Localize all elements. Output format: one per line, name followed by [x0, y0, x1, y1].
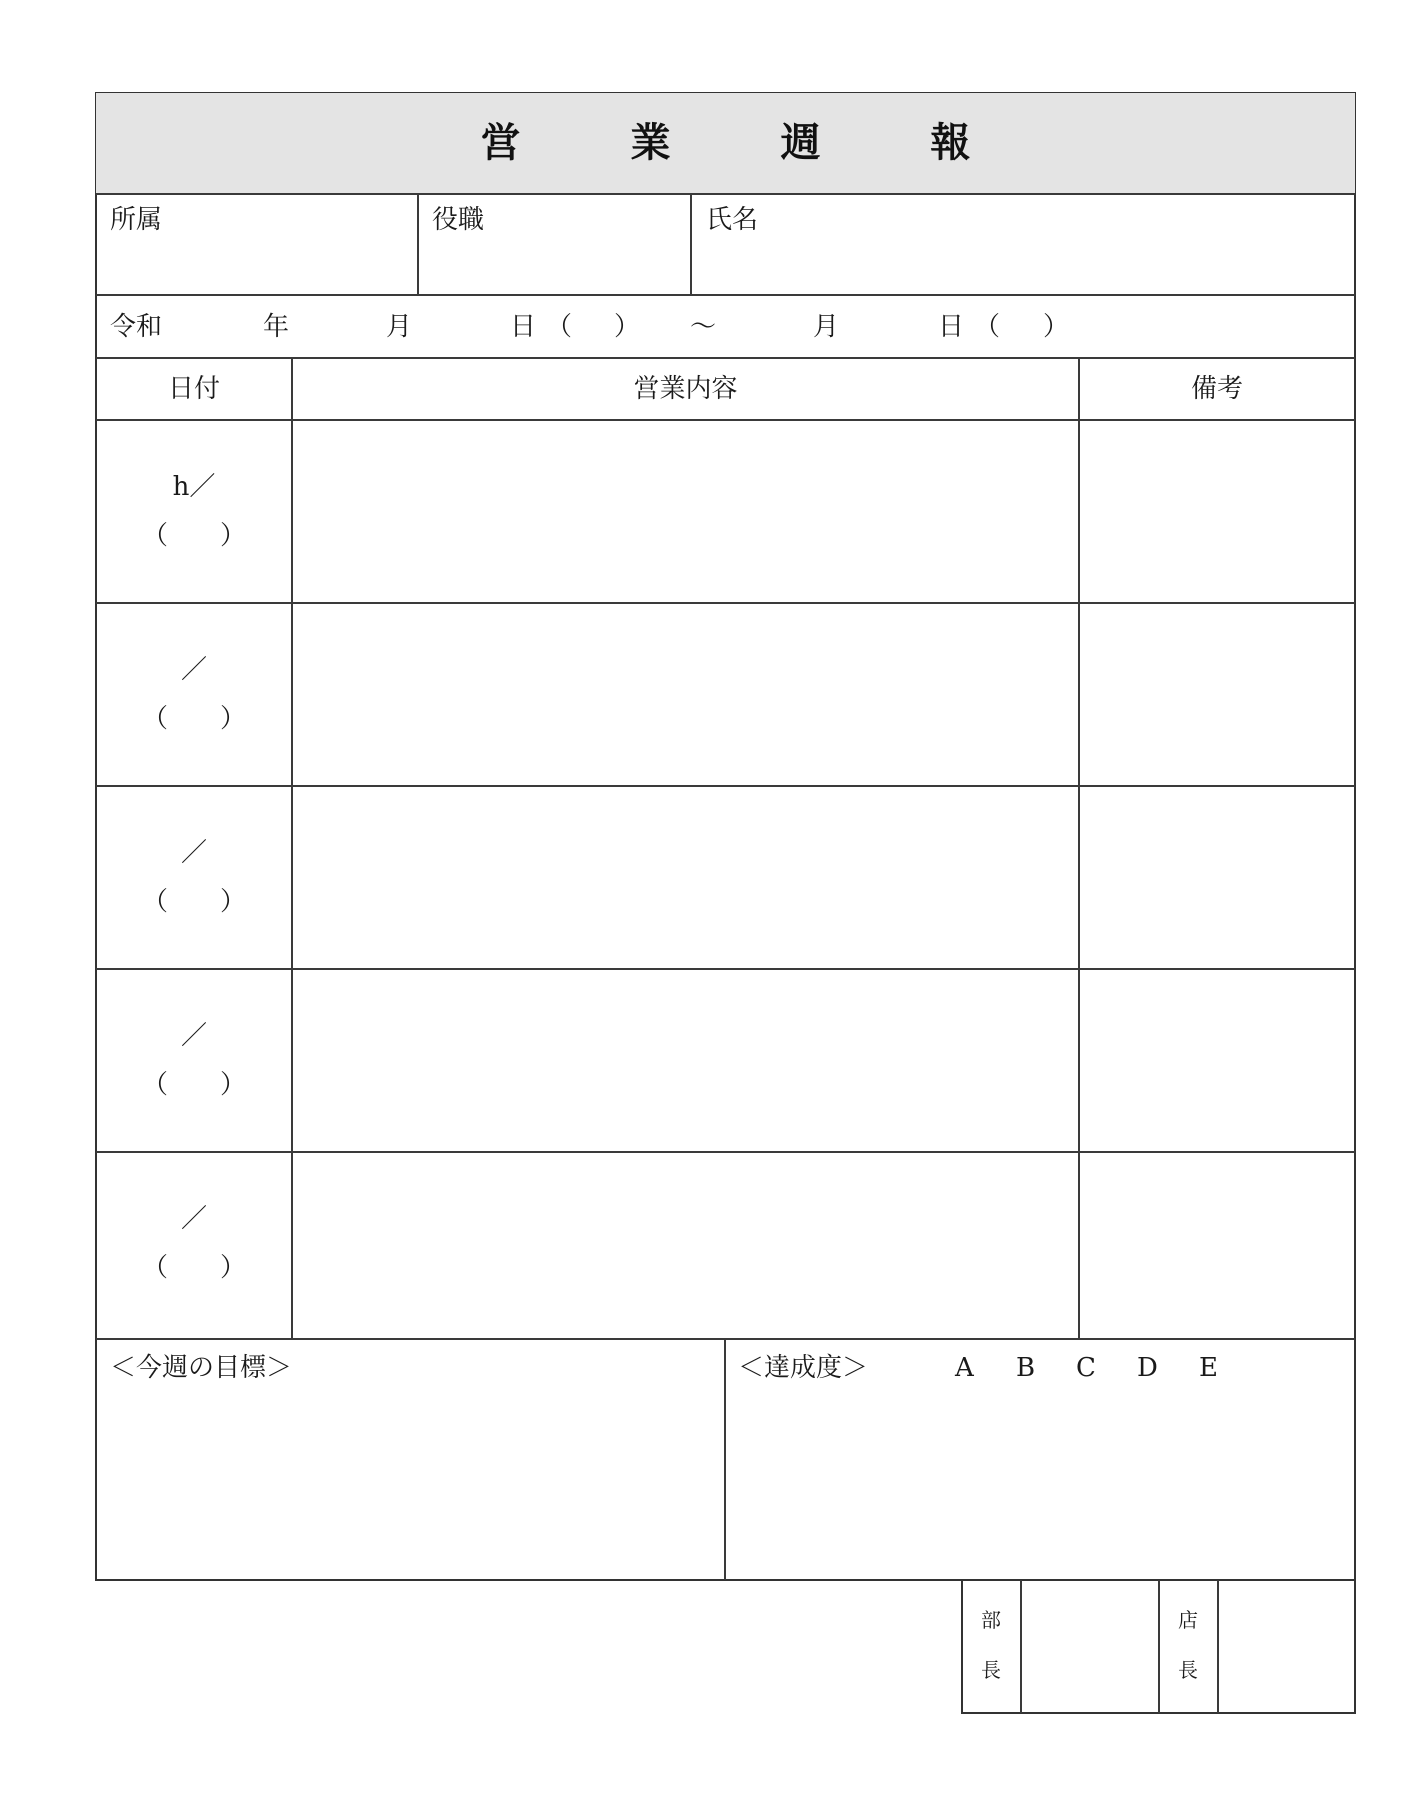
- range-tilde: ～: [690, 312, 717, 342]
- store-manager-label-1: 店: [1178, 1608, 1198, 1632]
- row-weekday: （ ）: [141, 704, 246, 734]
- row-remarks-field[interactable]: [1080, 604, 1354, 785]
- row-content-field[interactable]: [293, 604, 1078, 785]
- row-date: ／: [180, 1204, 207, 1234]
- header-content: 営業内容: [633, 374, 738, 404]
- weekday-open-start: （: [546, 312, 573, 342]
- manager-label-2: 長: [981, 1658, 1001, 1682]
- day-label-end: 日: [938, 312, 965, 342]
- divider: [1158, 1580, 1160, 1713]
- affiliation-label: 所属: [110, 205, 163, 235]
- row-weekday: （ ）: [141, 1253, 246, 1283]
- row-content-field[interactable]: [293, 970, 1078, 1151]
- row-remarks-field[interactable]: [1080, 787, 1354, 968]
- row-date: ／: [180, 655, 207, 685]
- store-manager-label-2: 長: [1178, 1658, 1198, 1682]
- name-field[interactable]: [692, 195, 1354, 294]
- row-remarks-field[interactable]: [1080, 1153, 1354, 1338]
- grade-b[interactable]: B: [1016, 1353, 1036, 1383]
- weekday-close-end: ）: [1043, 312, 1070, 342]
- grade-a[interactable]: A: [955, 1353, 974, 1383]
- row-content-field[interactable]: [293, 421, 1078, 602]
- row-date: ／: [180, 1021, 207, 1051]
- day-label-start: 日: [510, 312, 537, 342]
- header-remarks: 備考: [1190, 374, 1243, 404]
- grade-d[interactable]: D: [1137, 1353, 1158, 1383]
- row-date: h／: [172, 472, 216, 502]
- weekday-open-end: （: [974, 312, 1001, 342]
- era-label: 令和: [110, 312, 163, 342]
- divider: [96, 357, 1355, 359]
- month-label-end: 月: [813, 312, 840, 342]
- name-label: 氏名: [706, 205, 759, 235]
- header-date: 日付: [167, 374, 220, 404]
- row-weekday: （ ）: [141, 887, 246, 917]
- achievement-label: ＜達成度＞: [738, 1353, 869, 1383]
- row-weekday: （ ）: [141, 521, 246, 551]
- month-label-start: 月: [386, 312, 413, 342]
- grade-c[interactable]: C: [1076, 1353, 1096, 1383]
- row-date: ／: [180, 838, 207, 868]
- store-manager-stamp-field[interactable]: [1219, 1581, 1354, 1712]
- weekly-goals-label: ＜今週の目標＞: [110, 1353, 293, 1383]
- row-content-field[interactable]: [293, 1153, 1078, 1338]
- manager-stamp-field[interactable]: [1022, 1581, 1158, 1712]
- weekday-close-start: ）: [614, 312, 641, 342]
- row-remarks-field[interactable]: [1080, 970, 1354, 1151]
- row-remarks-field[interactable]: [1080, 421, 1354, 602]
- manager-label-1: 部: [981, 1608, 1001, 1632]
- row-content-field[interactable]: [293, 787, 1078, 968]
- grade-e[interactable]: E: [1199, 1353, 1218, 1383]
- page-title: 営 業 週 報: [480, 120, 1019, 166]
- row-weekday: （ ）: [141, 1070, 246, 1100]
- year-label: 年: [263, 312, 290, 342]
- position-label: 役職: [432, 205, 485, 235]
